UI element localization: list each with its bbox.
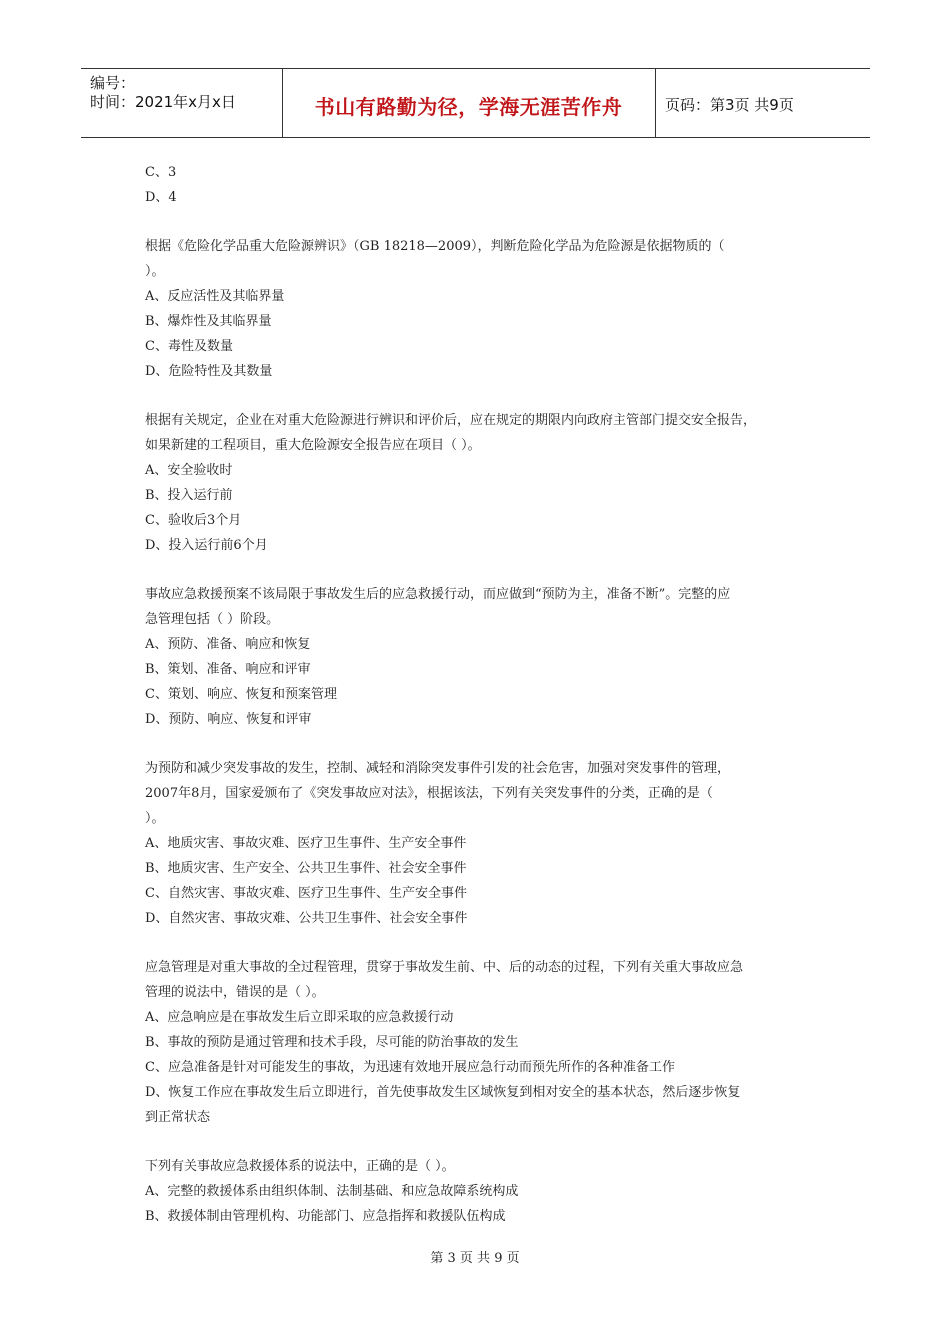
page-header [81,68,870,138]
block-spacer [145,384,815,408]
document-time-label: 时间：2021年x月x日 [90,93,236,111]
answer-option: C、毒性及数量 [145,339,233,354]
answer-option: A、完整的救援体系由组织体制、法制基础、和应急故障系统构成 [145,1184,519,1199]
question-text-line: 为预防和减少突发事故的发生，控制、减轻和消除突发事件引发的社会危害，加强对突发事件的管理， [145,761,731,776]
answer-option: B、爆炸性及其临界量 [145,314,272,329]
question-block [145,756,815,931]
header-meta-cell [81,69,283,137]
answer-option: D、恢复工作应在事故发生后立即进行，首先使事故发生区域恢复到相对安全的基本状态，然后逐步恢复 [145,1085,741,1100]
motto-text: 书山有路勤为径，学海无涯苦作舟 [314,95,623,119]
question-block [145,955,815,1130]
answer-option: D、4 [145,190,177,205]
question-text-line: 管理的说法中，错误的是（ ）。 [145,985,325,1000]
question-text-line: 下列有关事故应急救援体系的说法中，正确的是（ ）。 [145,1159,455,1174]
answer-option: D、自然灾害、事故灾难、公共卫生事件、社会安全事件 [145,911,468,926]
header-motto-cell [282,69,656,137]
answer-option: A、预防、准备、响应和恢复 [145,637,311,652]
question-text-line: 急管理包括（ ）阶段。 [145,612,280,627]
question-text-line: 到正常状态 [145,1110,211,1125]
answer-option: A、安全验收时 [145,463,233,478]
answer-option: C、策划、响应、恢复和预案管理 [145,687,337,702]
answer-option: D、危险特性及其数量 [145,364,273,379]
answer-option: B、事故的预防是通过管理和技术手段，尽可能的防治事故的发生 [145,1035,519,1050]
question-text-line: 根据有关规定，企业在对重大危险源进行辨识和评价后，应在规定的期限内向政府主管部门提交安全报告， [145,413,757,428]
answer-option: B、地质灾害、生产安全、公共卫生事件、社会安全事件 [145,861,467,876]
block-spacer [145,1130,815,1154]
page-footer: 第 3 页 共 9 页 [430,1251,520,1266]
answer-option: A、反应活性及其临界量 [145,289,285,304]
question-text-line: 事故应急救援预案不该局限于事故发生后的应急救援行动，而应做到“预防为主，准备不断”。完整的应 [145,587,731,602]
answer-option: C、验收后3个月 [145,513,242,528]
answer-option: D、预防、响应、恢复和评审 [145,712,312,727]
answer-option: C、应急准备是针对可能发生的事故，为迅速有效地开展应急行动而预先所作的各种准备工作 [145,1060,675,1075]
question-block [145,234,815,384]
question-text-line: ）。 [145,811,165,826]
block-spacer [145,558,815,582]
answer-option: A、地质灾害、事故灾难、医疗卫生事件、生产安全事件 [145,836,467,851]
question-text-line: ）。 [145,264,165,279]
answer-option: A、应急响应是在事故发生后立即采取的应急救援行动 [145,1010,454,1025]
question-block [145,160,815,210]
question-block [145,582,815,732]
answer-option: B、救援体制由管理机构、功能部门、应急指挥和救援队伍构成 [145,1209,506,1224]
question-block [145,408,815,558]
question-content [145,160,815,1229]
answer-option: D、投入运行前6个月 [145,538,268,553]
header-page-cell [655,69,870,137]
header-page-code: 页码：第3页 共9页 [665,96,794,114]
question-text-line: 应急管理是对重大事故的全过程管理，贯穿于事故发生前、中、后的动态的过程，下列有关重大事故应急 [145,960,744,975]
document-number-label: 编号： [90,74,136,92]
answer-option: B、策划、准备、响应和评审 [145,662,311,677]
answer-option: C、自然灾害、事故灾难、医疗卫生事件、生产安全事件 [145,886,467,901]
question-text-line: 根据《危险化学品重大危险源辨识》（GB 18218—2009），判断危险化学品为危险源是依据物质的（ [145,239,725,254]
block-spacer [145,210,815,234]
question-text-line: 如果新建的工程项目，重大危险源安全报告应在项目（ ）。 [145,438,481,453]
block-spacer [145,732,815,756]
answer-option: C、3 [145,165,177,180]
block-spacer [145,931,815,955]
question-block [145,1154,815,1229]
question-text-line: 2007年8月，国家爱颁布了《突发事故应对法》，根据该法，下列有关突发事件的分类，正确的是（ [145,786,713,801]
answer-option: B、投入运行前 [145,488,233,503]
